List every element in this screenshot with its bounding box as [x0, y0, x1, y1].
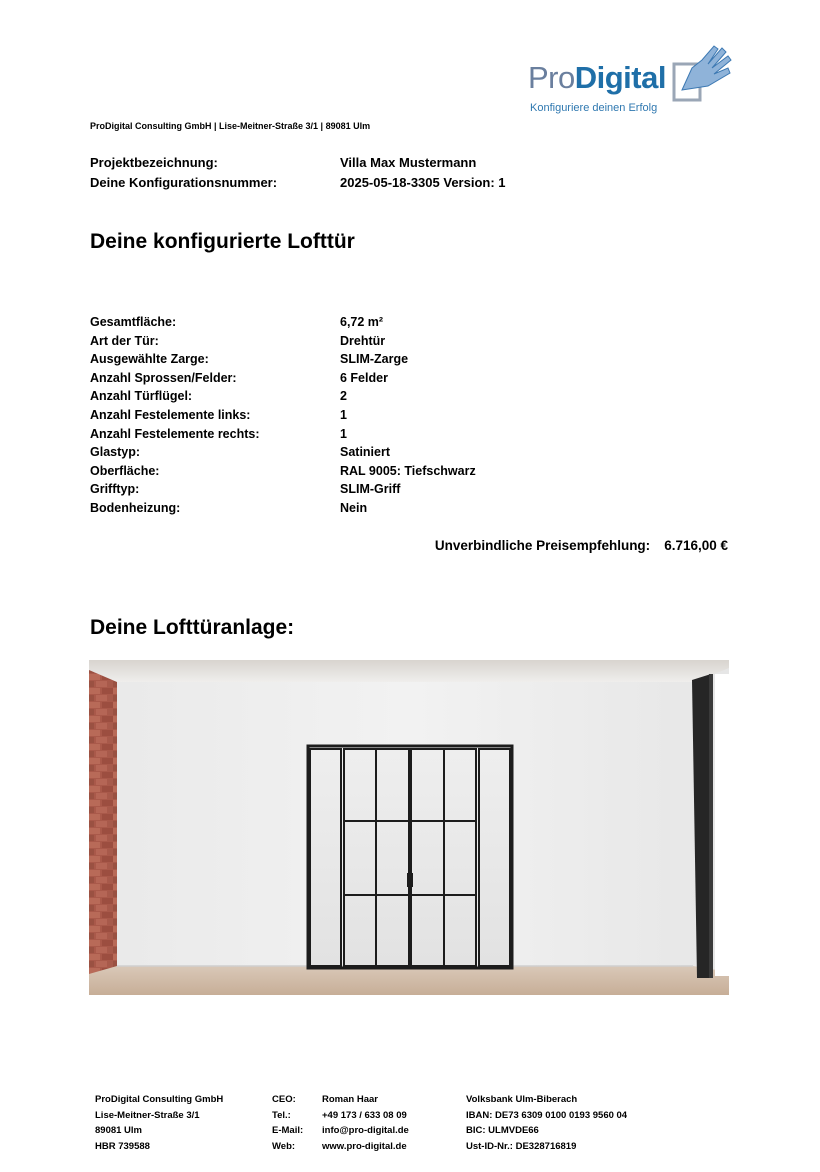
spec-label: Anzahl Festelemente links: [90, 407, 251, 422]
sender-line: ProDigital Consulting GmbH | Lise-Meitner-Straße 3/1 | 89081 Ulm [90, 121, 371, 131]
config-number-value: 2025-05-18-3305 Version: 1 [340, 175, 506, 190]
loft-door [308, 746, 512, 968]
footer-company-line: HBR 739588 [95, 1140, 150, 1152]
spec-row [90, 425, 347, 444]
spec-label: Anzahl Festelemente rechts: [90, 426, 260, 441]
spec-value: 2 [340, 389, 347, 404]
config-heading: Deine konfigurierte Lofttür [90, 230, 355, 253]
price-label: Unverbindliche Preisempfehlung: [434, 538, 651, 553]
ceiling [89, 660, 729, 682]
spec-label: Grifftyp: [90, 482, 140, 497]
spec-value: SLIM-Griff [340, 482, 401, 497]
spec-value: SLIM-Zarge [340, 352, 409, 367]
spec-value: Satiniert [340, 445, 391, 460]
loft-door-rendering [89, 660, 729, 995]
spec-row [90, 406, 347, 425]
spec-value: 1 [340, 426, 347, 441]
anlage-heading: Deine Lofttüranlage: [90, 616, 295, 639]
project-name-label: Projektbezeichnung: [90, 155, 218, 170]
logo-tagline: Konfiguriere deinen Erfolg [530, 102, 658, 114]
spec-label: Anzahl Sprossen/Felder: [90, 370, 237, 385]
spec-row [90, 332, 386, 351]
footer-company-line: Lise-Meitner-Straße 3/1 [95, 1109, 200, 1121]
spec-row [90, 443, 391, 462]
footer-web-link[interactable]: www.pro-digital.de [322, 1140, 407, 1152]
footer-company-line: 89081 Ulm [95, 1125, 143, 1136]
project-meta [90, 153, 506, 193]
spec-label: Anzahl Türflügel: [90, 389, 193, 404]
spec-label: Gesamtfläche: [90, 315, 177, 329]
price-recommendation [435, 538, 728, 553]
footer-bank-line: IBAN: DE73 6309 0100 0193 9560 04 [466, 1109, 628, 1121]
project-name-row [90, 153, 477, 173]
logo-pro: Pro [528, 60, 575, 95]
footer-contact-row [272, 1139, 407, 1155]
footer-company-line: ProDigital Consulting GmbH [95, 1094, 224, 1105]
spec-row [90, 350, 409, 369]
footer-contact-label: E-Mail: [272, 1125, 304, 1136]
floor [89, 966, 729, 995]
footer-bank [466, 1092, 627, 1154]
logo-digital: Digital [574, 60, 666, 95]
footer-contact-label: Web: [272, 1140, 296, 1152]
spec-value: Drehtür [340, 333, 386, 348]
footer-contact-row [272, 1092, 378, 1108]
config-number-label: Deine Konfigurationsnummer: [90, 175, 278, 190]
footer-email-link[interactable]: info@pro-digital.de [322, 1125, 409, 1136]
footer-contact-label: CEO: [272, 1094, 296, 1105]
spec-label: Art der Tür: [90, 333, 159, 348]
footer-contact-value: +49 173 / 633 08 09 [322, 1109, 407, 1121]
spec-value: 6 Felder [340, 370, 388, 385]
spec-value: 1 [340, 407, 347, 422]
footer-contact-label: Tel.: [272, 1109, 291, 1121]
window-light [715, 674, 729, 976]
project-name-value: Villa Max Mustermann [340, 155, 477, 170]
spec-row [90, 387, 347, 406]
spec-label: Ausgewählte Zarge: [90, 352, 209, 367]
door-handle [407, 873, 413, 887]
spec-value: 6,72 m² [340, 315, 384, 329]
fixed-element-left [310, 749, 341, 966]
prodigital-logo [528, 40, 733, 120]
footer-bank-line: Volksbank Ulm-Biberach [466, 1094, 578, 1105]
config-number-row [90, 173, 506, 193]
spec-row [90, 369, 388, 388]
brick-wall [89, 670, 117, 974]
spec-value: RAL 9005: Tiefschwarz [340, 463, 476, 478]
footer-bank-line: Ust-ID-Nr.: DE328716819 [466, 1140, 577, 1152]
spec-row [90, 480, 401, 499]
fixed-element-right [479, 749, 510, 966]
spec-row [90, 499, 368, 518]
hand-icon [668, 40, 734, 104]
footer-contact-row [272, 1108, 407, 1124]
footer-bank-line: BIC: ULMVDE66 [466, 1125, 539, 1136]
footer-contact-value: Roman Haar [322, 1094, 378, 1105]
price-amount: 6.716,00 € [664, 538, 728, 553]
logo-wordmark [528, 62, 666, 93]
spec-value: Nein [340, 500, 368, 515]
footer-contact [272, 1092, 409, 1154]
spec-row [90, 313, 384, 332]
footer-contact-row [272, 1123, 409, 1139]
spec-label: Glastyp: [90, 445, 141, 460]
spec-label: Bodenheizung: [90, 500, 181, 515]
spec-label: Oberfläche: [90, 463, 160, 478]
spec-row [90, 462, 476, 481]
footer-company [95, 1092, 223, 1154]
spec-list [90, 313, 476, 518]
